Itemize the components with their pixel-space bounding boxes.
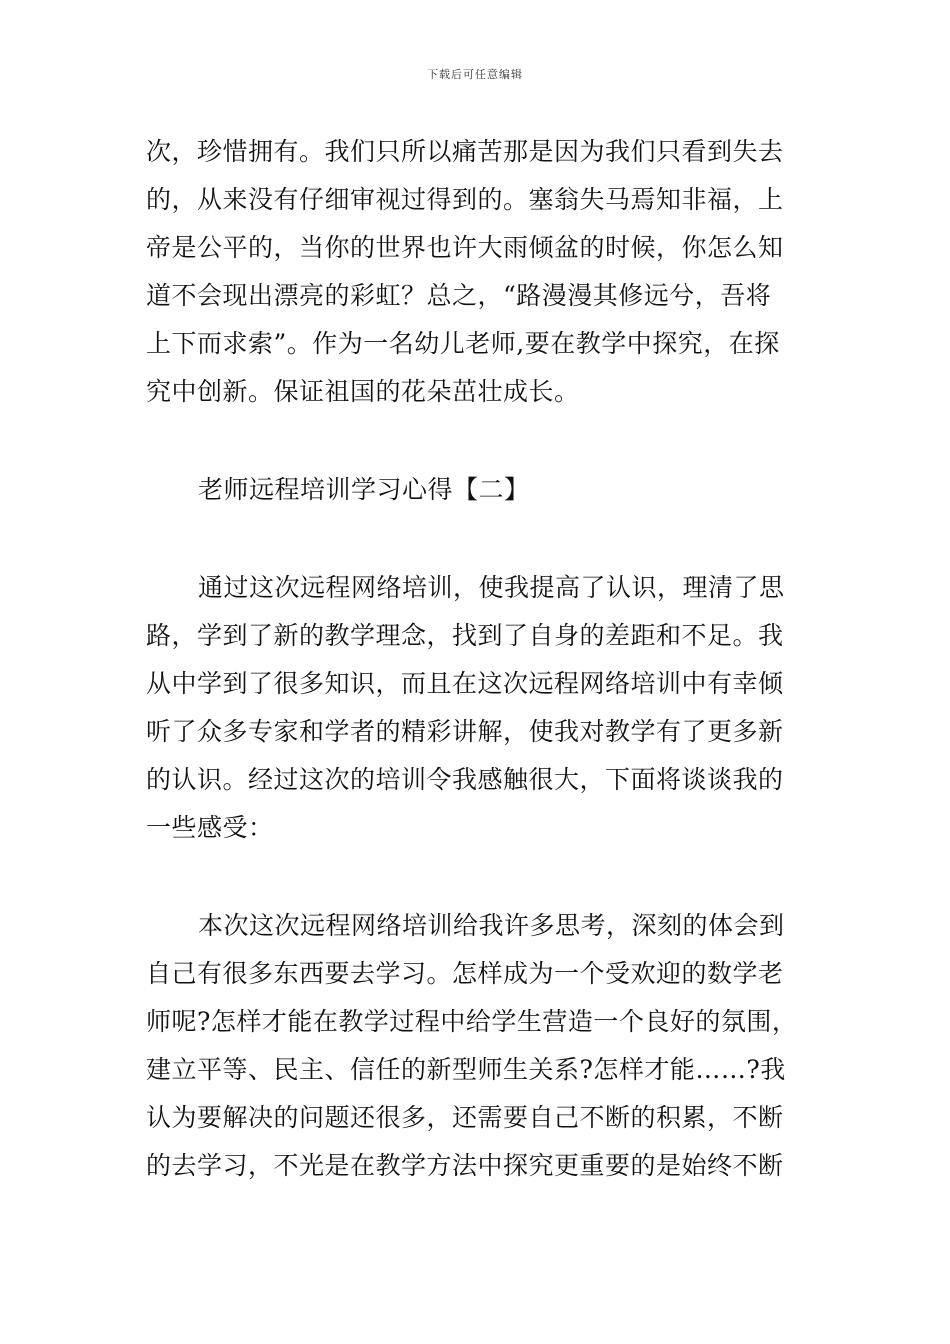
text-line: 上下而求索”。作为一名幼儿老师,要在教学中探究，在探: [146, 329, 780, 358]
text-line: 师呢?怎样才能在教学过程中给学生营造一个良好的氛围，: [146, 1007, 798, 1036]
text-line: 帝是公平的，当你的世界也许大雨倾盆的时候，你怎么知: [146, 233, 784, 262]
document-body: [146, 128, 808, 1190]
text-line: 的去学习，不光是在教学方法中探究更重要的是始终不断: [146, 1151, 784, 1180]
text-line: 自己有很多东西要去学习。怎样成为一个受欢迎的数学老: [146, 959, 784, 988]
section-heading: [146, 466, 808, 514]
text-line: 认为要解决的问题还很多，还需要自己不断的积累，不断: [146, 1103, 784, 1132]
text-line: 一些感受：: [146, 813, 274, 842]
paragraph: [146, 564, 808, 852]
paragraph-gap: [146, 416, 808, 466]
text-line: 本次这次远程网络培训给我许多思考，深刻的体会到: [198, 911, 785, 940]
text-line: 究中创新。保证祖国的花朵茁壮成长。: [146, 377, 580, 406]
text-line: 从中学到了很多知识，而且在这次远程网络培训中有幸倾: [146, 669, 784, 698]
text-line: 路，学到了新的教学理念，找到了自身的差距和不足。我: [146, 621, 784, 650]
text-line: 通过这次远程网络培训，使我提高了认识，理清了思: [198, 573, 785, 602]
paragraph: [146, 902, 808, 1190]
heading-line: 老师远程培训学习心得【二】: [198, 475, 530, 504]
text-line: 次，珍惜拥有。我们只所以痛苦那是因为我们只看到失去: [146, 137, 784, 166]
paragraph-gap: [146, 852, 808, 902]
text-line: 的认识。经过这次的培训令我感触很大，下面将谈谈我的: [146, 765, 784, 794]
text-line: 的，从来没有仔细审视过得到的。塞翁失马焉知非福，上: [146, 185, 784, 214]
paragraph-gap: [146, 514, 808, 564]
text-line: 建立平等、民主、信任的新型师生关系?怎样才能……?我: [146, 1055, 786, 1084]
text-line: 道不会现出漂亮的彩虹？总之，“路漫漫其修远兮，吾将: [146, 281, 772, 310]
page-header: 下载后可任意编辑: [427, 68, 523, 81]
text-line: 听了众多专家和学者的精彩讲解，使我对教学有了更多新: [146, 717, 784, 746]
paragraph: [146, 128, 808, 416]
